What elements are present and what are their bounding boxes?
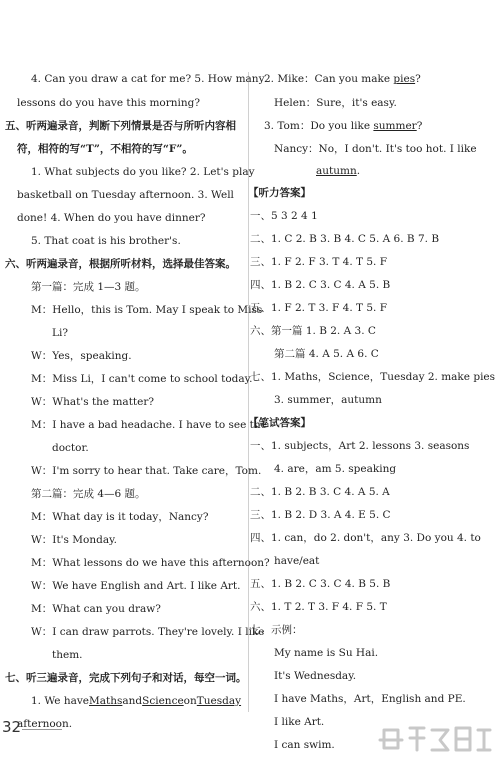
answer-blank: Science	[142, 695, 184, 707]
dialogue-line: M：Miss Li，I can't come to school today.	[31, 373, 253, 385]
dialogue-line: M：What day is it today，Nancy?	[31, 511, 209, 523]
text-fragment: on	[183, 695, 197, 707]
footer-rule	[22, 729, 62, 730]
answer-blank: summer	[373, 120, 417, 132]
answer-line: 四、1. B 2. C 3. C 4. A 5. B	[250, 279, 391, 291]
answer-line: My name is Su Hai.	[274, 647, 379, 659]
answer-line: 四、1. can，do 2. don't，any 3. Do you 4. to	[250, 532, 481, 544]
dialogue-line: W：It's Monday.	[31, 534, 117, 546]
answer-line: 六、第一篇 1. B 2. A 3. C	[250, 325, 376, 337]
answer-line: I have Maths，Art，English and PE.	[274, 693, 466, 705]
answer-line: 五、1. F 2. T 3. F 4. T 5. F	[250, 302, 387, 314]
answer-line: I can swim.	[274, 739, 335, 751]
dialogue-line	[264, 72, 421, 86]
text-fragment: 1. We have	[31, 695, 90, 707]
dialogue-line: M：I have a bad headache. I have to see the	[31, 419, 267, 431]
dialogue-line: W：Yes，speaking.	[31, 350, 132, 362]
text-fragment: ?	[416, 120, 423, 132]
text-line: 4. Can you draw a cat for me? 5. How many	[31, 73, 265, 85]
answer-line: 二、1. B 2. B 3. C 4. A 5. A	[250, 486, 390, 498]
text-fragment: .	[356, 165, 361, 177]
passage-label: 第一篇：完成 1—3 题。	[31, 281, 146, 293]
dialogue-line: Nancy：No，I don't. It's too hot. I like	[274, 143, 477, 155]
dialogue-line: M：What lessons do we have this afternoon?	[31, 557, 270, 569]
page-number: 32	[2, 718, 22, 736]
watermark-logo-icon	[374, 722, 494, 770]
answer-line: 第二篇 4. A 5. A 6. C	[274, 348, 379, 360]
dialogue-line: W：I can draw parrots. They're lovely. I like	[31, 626, 265, 638]
answer-blank: Maths	[89, 695, 123, 707]
answer-line: I like Art.	[274, 716, 325, 728]
answer-line: 4. are，am 5. speaking	[274, 463, 397, 475]
answer-line: 七、1. Maths，Science，Tuesday 2. make pies	[250, 371, 496, 383]
answer-line: 三、1. B 2. D 3. A 4. E 5. C	[250, 509, 391, 521]
answer-blank: pies	[393, 73, 416, 85]
text-line: afternoon.	[17, 718, 73, 730]
dialogue-line: them.	[52, 649, 83, 661]
section-heading: 七、听三遍录音，完成下列句子和对话，每空一词。	[5, 672, 247, 684]
answer-line: 五、1. B 2. C 3. C 4. B 5. B	[250, 578, 391, 590]
section-heading: 符，相符的写“T”，不相符的写“F”。	[17, 143, 193, 155]
text-fragment: ?	[415, 73, 421, 85]
dialogue-line: doctor.	[52, 442, 89, 454]
text-line: lessons do you have this morning?	[17, 97, 200, 109]
answer-line: 一、5 3 2 4 1	[250, 210, 318, 222]
answer-line: 六、1. T 2. T 3. F 4. F 5. T	[250, 601, 387, 613]
text-fragment: and	[122, 695, 143, 707]
text-line: basketball on Tuesday afternoon. 3. Well	[17, 189, 234, 201]
dialogue-line: M：Hello，this is Tom. May I speak to Miss	[31, 304, 263, 316]
section-heading: 五、听两遍录音，判断下列情景是否与所听内容相	[5, 120, 236, 132]
dialogue-line: W：What's the matter?	[31, 396, 154, 408]
answer-line: 七、示例：	[250, 624, 303, 636]
dialogue-line: W：I'm sorry to hear that. Take care，Tom.	[31, 465, 262, 477]
dialogue-line	[264, 119, 422, 133]
answers-heading-written: 【笔试答案】	[248, 417, 311, 429]
answers-heading-listening: 【听力答案】	[248, 187, 311, 199]
dialogue-line: M：What can you draw?	[31, 603, 161, 615]
answer-blank: Tuesday	[196, 695, 242, 707]
answer-line: 一、1. subjects，Art 2. lessons 3. seasons	[250, 440, 470, 452]
text-line: 5. That coat is his brother's.	[31, 235, 181, 247]
answer-blank: autumn	[316, 165, 357, 177]
text-fragment: 3. Tom：Do you like	[264, 120, 374, 132]
answer-line: 三、1. F 2. F 3. T 4. T 5. F	[250, 256, 387, 268]
answer-line: 二、1. C 2. B 3. B 4. C 5. A 6. B 7. B	[250, 233, 440, 245]
answer-line: have/eat	[274, 555, 320, 567]
text-line: done! 4. When do you have dinner?	[17, 212, 206, 224]
passage-label: 第二篇：完成 4—6 题。	[31, 488, 146, 500]
section-heading: 六、听两遍录音，根据所听材料，选择最佳答案。	[5, 258, 236, 270]
text-line: 1. What subjects do you like? 2. Let's play	[31, 166, 255, 178]
answer-line: 3. summer，autumn	[274, 394, 382, 406]
text-fragment: 2. Mike：Can you make	[264, 73, 394, 85]
fill-blank-line	[31, 694, 242, 708]
answer-line: It's Wednesday.	[274, 670, 357, 682]
right-column	[248, 0, 500, 772]
dialogue-line	[316, 164, 360, 178]
dialogue-line: Helen：Sure，it's easy.	[274, 97, 397, 109]
dialogue-line: Li?	[52, 327, 68, 339]
dialogue-line: W：We have English and Art. I like Art.	[31, 580, 241, 592]
